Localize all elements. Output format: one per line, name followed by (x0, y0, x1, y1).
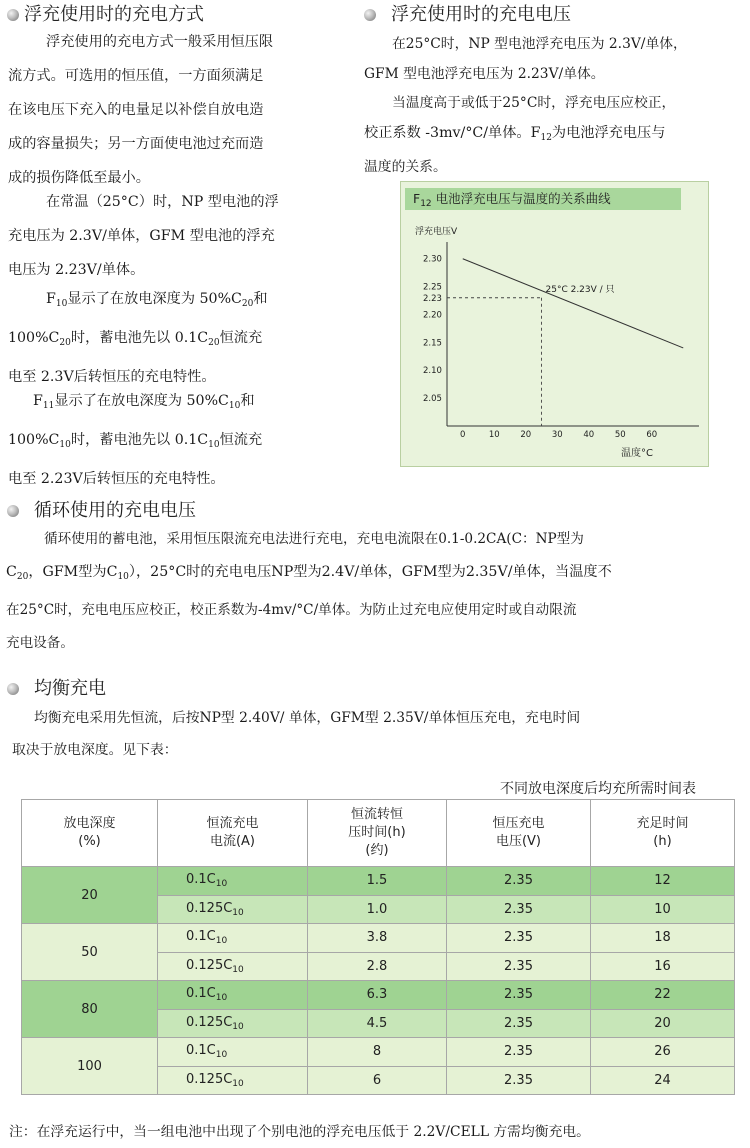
section-title-cycle: 循环使用的充电电压 (34, 500, 196, 521)
section-title-float-voltage: 浮充使用时的充电电压 (391, 4, 571, 25)
y-tick-label: 2.10 (423, 366, 442, 377)
cell-transition: 1.5 (308, 867, 447, 896)
table-row (22, 924, 735, 953)
section-title-equalize: 均衡充电 (34, 678, 106, 699)
text-line: GFM 型电池浮充电压为 2.23V/单体。 (364, 65, 605, 82)
cell-depth: 100 (22, 1038, 158, 1095)
f11-paragraph (8, 384, 262, 496)
chart-svg (401, 182, 708, 466)
header-voltage: 恒压充电 电压(V) (447, 800, 591, 867)
cell-full-time: 24 (591, 1066, 735, 1095)
cell-transition: 6 (308, 1066, 447, 1095)
cell-full-time: 26 (591, 1038, 735, 1067)
cell-current: $0.125C_{10}$ (158, 952, 308, 981)
y-tick-label: 2.15 (423, 338, 442, 349)
cell-voltage: 2.35 (447, 952, 591, 981)
text-line: 充电压为 2.3V/单体，GFM 型电池的浮充 (8, 228, 275, 244)
text-line: 在该电压下充入的电量足以补偿自放电造 (8, 102, 264, 118)
text-line: $F_{11}$显示了在放电深度为 $50\%C_{10}$和 (33, 393, 255, 411)
text-line: 电至 2.3V后转恒压的充电特性。 (8, 369, 216, 385)
table-row (22, 867, 735, 896)
cell-full-time: 18 (591, 924, 735, 953)
cell-current: $0.125C_{10}$ (158, 1009, 308, 1038)
y-tick-label: 2.30 (423, 254, 442, 265)
cell-full-time: 20 (591, 1009, 735, 1038)
y-tick-label: 2.23 (423, 293, 442, 304)
text-line: 取决于放电深度。见下表： (12, 742, 178, 758)
text-line: 在常温（25°C）时，NP 型电池的浮 (46, 194, 279, 210)
table-row (22, 981, 735, 1010)
x-tick-label: 10 (488, 430, 500, 440)
y-tick-label: 2.20 (423, 310, 442, 321)
cell-voltage: 2.35 (447, 867, 591, 896)
cell-transition: 6.3 (308, 981, 447, 1010)
text-line: 校正系数 -3mv/°C/单体。$F_{12}$为电池浮充电压与 (364, 124, 666, 143)
section-bullet-icon (7, 683, 19, 695)
text-line: 在25°C时，充电电压应校正，校正系数为-4mv/°C/单体。为防止过充电应使用定时或自动限流 (6, 602, 577, 618)
table-row (22, 1038, 735, 1067)
text-line: 当温度高于或低于25°C时，浮充电压应校正， (392, 95, 676, 111)
text-line: 成的容量损失；另一方面使电池过充而造 (8, 136, 264, 152)
footnote: 注：在浮充运行中，当一组电池中出现了个别电池的浮充电压低于 2.2V/CELL 方需均衡充电。 (9, 1124, 590, 1140)
series-line (463, 259, 684, 348)
cell-depth: 50 (22, 924, 158, 981)
text-line: 浮充使用的充电方式一般采用恒压限 (46, 34, 274, 50)
cell-transition: 2.8 (308, 952, 447, 981)
cell-full-time: 22 (591, 981, 735, 1010)
x-tick-label: 30 (551, 430, 563, 440)
text-line: 充电设备。 (6, 635, 74, 651)
cell-current: $0.1C_{10}$ (158, 867, 308, 896)
y-tick-label: 2.05 (423, 394, 442, 405)
room-temp-paragraph (8, 185, 279, 287)
cycle-paragraph (6, 523, 612, 660)
cell-depth: 20 (22, 867, 158, 924)
header-depth: 放电深度 (%) (22, 800, 158, 867)
cell-full-time: 16 (591, 952, 735, 981)
cell-voltage: 2.35 (447, 1038, 591, 1067)
section-bullet-icon (7, 505, 19, 517)
x-tick-label: 50 (614, 430, 626, 440)
cell-current: $0.1C_{10}$ (158, 1038, 308, 1067)
f10-paragraph (8, 282, 268, 394)
text-line: $C_{20}$，GFM型为$C_{10}$），25°C时的充电电压NP型为2.4V/单体，GFM型为2.35V/单体，当温度不 (6, 564, 612, 582)
cell-voltage: 2.35 (447, 924, 591, 953)
cell-current: $0.125C_{10}$ (158, 1066, 308, 1095)
cell-current: $0.125C_{10}$ (158, 895, 308, 924)
x-tick-label: 60 (646, 430, 658, 440)
y-tick-label: 2.25 (423, 282, 442, 293)
text-line: 电压为 2.23V/单体。 (8, 262, 145, 278)
cell-current: $0.1C_{10}$ (158, 981, 308, 1010)
y-axis-label: 浮充电压V (415, 227, 458, 237)
chart-title: $F_{12}$ 电池浮充电压与温度的关系曲线 (405, 188, 681, 210)
text-line: $100\%C_{10}$时，蓄电池先以 $0.1C_{10}$恒流充 (8, 432, 263, 450)
header-full-time: 充足时间 (h) (591, 800, 735, 867)
cell-full-time: 10 (591, 895, 735, 924)
cell-voltage: 2.35 (447, 1009, 591, 1038)
cell-transition: 4.5 (308, 1009, 447, 1038)
equalize-paragraph (12, 702, 580, 766)
section-bullet-icon (7, 9, 19, 21)
cell-transition: 3.8 (308, 924, 447, 953)
cell-current: $0.1C_{10}$ (158, 924, 308, 953)
x-tick-label: 20 (520, 430, 532, 440)
text-line: 成的损伤降低至最小。 (8, 170, 150, 186)
text-line: 流方式。可选用的恒压值，一方面须满足 (8, 68, 264, 84)
text-line: 均衡充电采用先恒流，后按NP型 2.40V/ 单体，GFM型 2.35V/单体恒压充电，充电时间 (34, 710, 581, 726)
cell-voltage: 2.35 (447, 895, 591, 924)
x-tick-label: 40 (583, 430, 595, 440)
table-header-row (22, 800, 735, 867)
x-tick-label: 0 (460, 430, 466, 440)
header-current: 恒流充电 电流(A) (158, 800, 308, 867)
equalize-table (21, 799, 735, 1095)
voltage-temperature-chart (400, 181, 709, 467)
header-transition: 恒流转恒 压时间(h) (约) (308, 800, 447, 867)
text-line: 在25°C时，NP 型电池浮充电压为 2.3V/单体， (392, 36, 687, 52)
chart-annotation: 25°C 2.23V / 只 (545, 284, 615, 295)
cell-voltage: 2.35 (447, 1066, 591, 1095)
cell-voltage: 2.35 (447, 981, 591, 1010)
text-line: 循环使用的蓄电池，采用恒压限流充电法进行充电，充电电流限在0.1-0.2CA(C：NP型为 (44, 531, 584, 547)
text-line: $100\%C_{20}$时，蓄电池先以 $0.1C_{20}$恒流充 (8, 330, 263, 348)
cell-full-time: 12 (591, 867, 735, 896)
cell-transition: 1.0 (308, 895, 447, 924)
section-bullet-icon (364, 9, 376, 21)
x-axis-label: 温度°C (621, 448, 653, 459)
cell-depth: 80 (22, 981, 158, 1038)
text-line: $F_{10}$显示了在放电深度为 $50\%C_{20}$和 (46, 291, 268, 309)
float-voltage-paragraph (364, 30, 687, 183)
cell-transition: 8 (308, 1038, 447, 1067)
float-method-paragraph (8, 25, 273, 195)
table-caption: 不同放电深度后均充所需时间表 (500, 781, 696, 797)
text-line: 电至 2.23V后转恒压的充电特性。 (8, 471, 225, 487)
section-title-float-method: 浮充使用时的充电方式 (24, 4, 204, 25)
text-line: 温度的关系。 (364, 159, 447, 175)
